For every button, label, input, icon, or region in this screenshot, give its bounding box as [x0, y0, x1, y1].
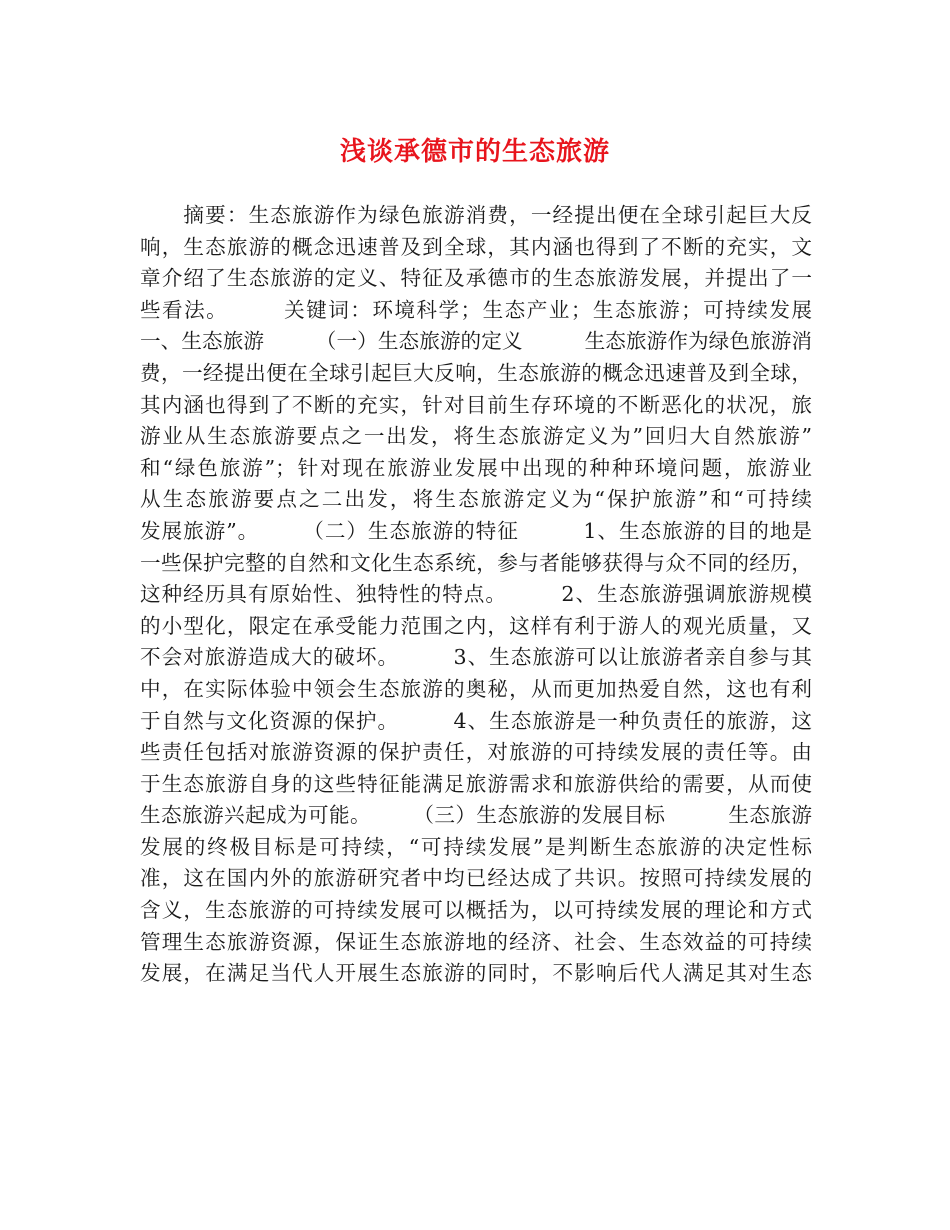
body-line: 不会对旅游造成大的破坏。 3、生态旅游可以让旅游者亲自参与其 [140, 645, 812, 670]
body-line: 含义，生态旅游的可持续发展可以概括为，以可持续发展的理论和方式 [140, 898, 812, 923]
document-body [140, 200, 812, 990]
body-line: 发展的终极目标是可持续，“可持续发展”是判断生态旅游的决定性标 [140, 834, 812, 859]
body-line: 发展旅游”。 （二）生态旅游的特征 1、生态旅游的目的地是 [140, 518, 812, 543]
body-line: 响，生态旅游的概念迅速普及到全球，其内涵也得到了不断的充实，文 [140, 234, 812, 259]
body-line: 游业从生态旅游要点之一出发，将生态旅游定义为”回归大自然旅游” [140, 424, 812, 449]
body-line: 于生态旅游自身的这些特征能满足旅游需求和旅游供给的需要，从而使 [140, 771, 812, 796]
document-title: 浅谈承德市的生态旅游 [339, 137, 610, 167]
body-line: 摘要：生态旅游作为绿色旅游消费，一经提出便在全球引起巨大反 [140, 203, 812, 227]
body-line: 管理生态旅游资源，保证生态旅游地的经济、社会、生态效益的可持续 [140, 929, 812, 954]
body-line: 一些保护完整的自然和文化生态系统，参与者能够获得与众不同的经历， [140, 550, 812, 575]
body-line: 准，这在国内外的旅游研究者中均已经达成了共识。按照可持续发展的 [140, 866, 812, 891]
body-line: 和“绿色旅游”；针对现在旅游业发展中出现的种种环境问题，旅游业 [140, 455, 812, 480]
body-line: 从生态旅游要点之二出发，将生态旅游定义为“保护旅游”和“可持续 [140, 487, 812, 512]
body-line: 些看法。 关键词：环境科学；生态产业；生态旅游；可持续发展 [140, 297, 812, 322]
body-line: 的小型化，限定在承受能力范围之内，这样有利于游人的观光质量，又 [140, 613, 812, 638]
body-line: 其内涵也得到了不断的充实，针对目前生存环境的不断恶化的状况，旅 [140, 392, 812, 417]
body-line: 生态旅游兴起成为可能。 （三）生态旅游的发展目标 生态旅游 [140, 803, 812, 828]
body-line: 中，在实际体验中领会生态旅游的奥秘，从而更加热爱自然，这也有利 [140, 676, 812, 701]
body-line: 发展，在满足当代人开展生态旅游的同时，不影响后代人满足其对生态 [140, 961, 812, 986]
body-line: 于自然与文化资源的保护。 4、生态旅游是一种负责任的旅游，这 [140, 708, 812, 733]
body-line: 一、生态旅游 （一）生态旅游的定义 生态旅游作为绿色旅游消 [140, 329, 812, 354]
body-line: 这种经历具有原始性、独特性的特点。 2、生态旅游强调旅游规模 [140, 582, 812, 607]
body-line: 费，一经提出便在全球引起巨大反响，生态旅游的概念迅速普及到全球， [140, 360, 812, 385]
body-line: 些责任包括对旅游资源的保护责任，对旅游的可持续发展的责任等。由 [140, 740, 812, 765]
body-line: 章介绍了生态旅游的定义、特征及承德市的生态旅游发展，并提出了一 [140, 266, 812, 291]
